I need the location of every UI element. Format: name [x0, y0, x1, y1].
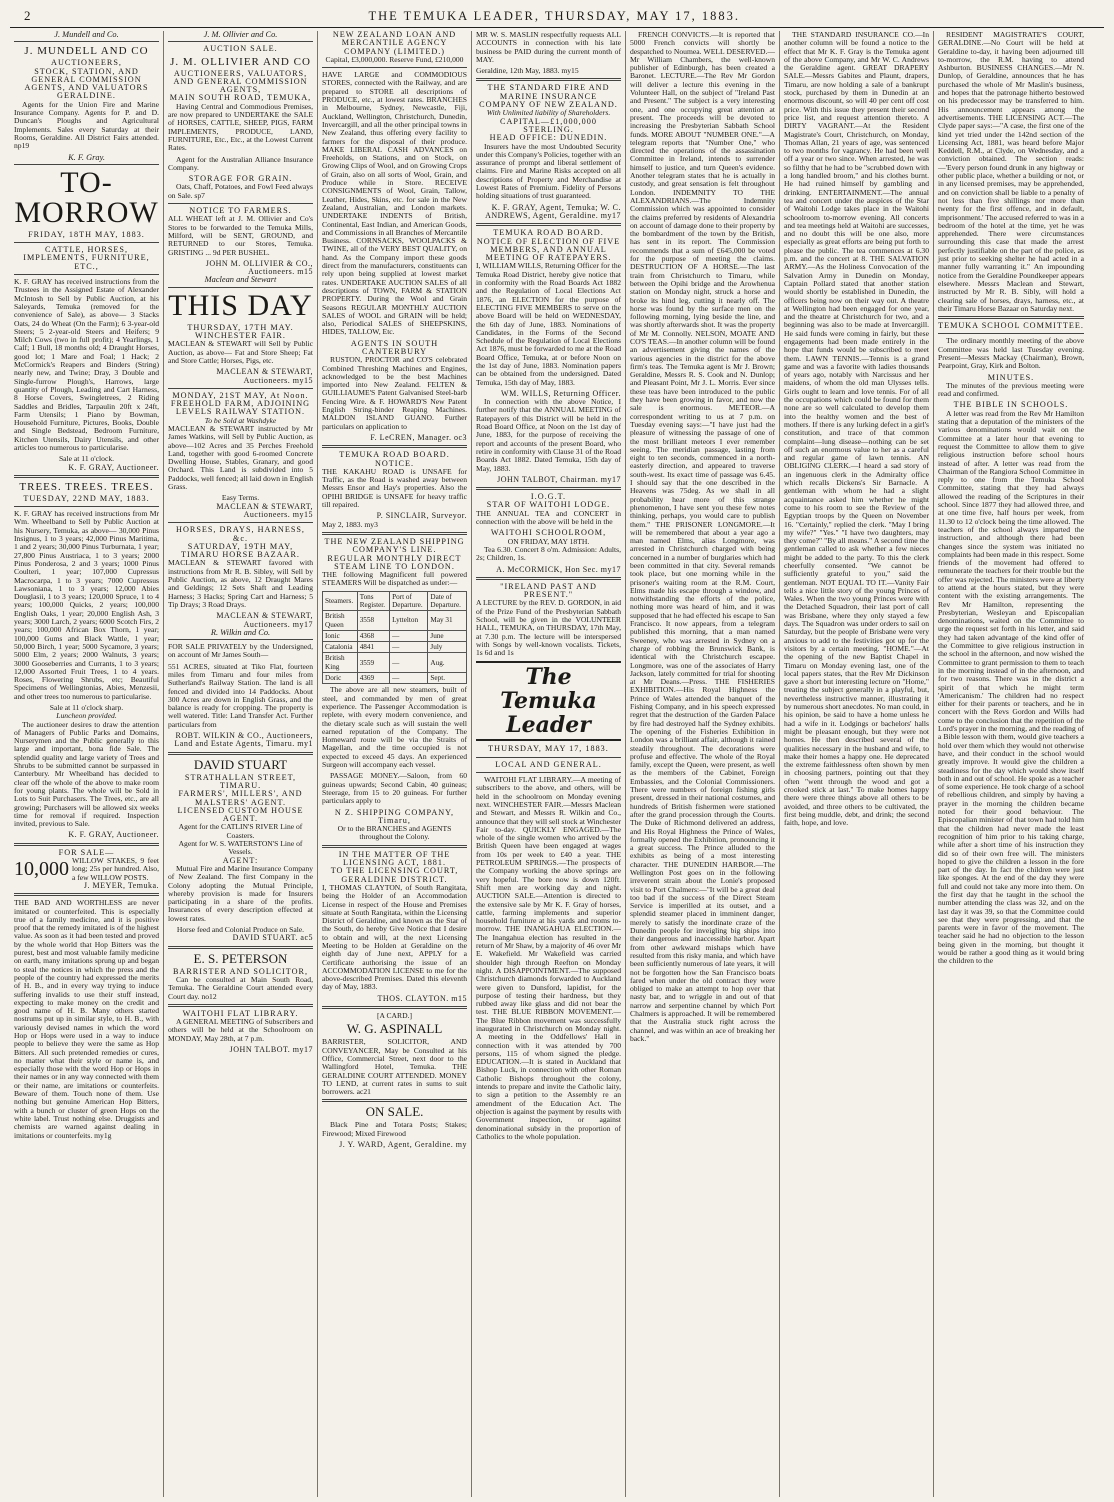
ad-text: Agent for the CATLIN'S RIVER Line of Coasters. — [178, 822, 303, 840]
table-header: Tons Register. — [357, 591, 389, 611]
table-cell: Aug. — [428, 653, 467, 673]
ad-text: Mutual Fire and Marine Insurance Company of New Zealand. The first Company in the Colony adopting the Mutual Principle, whereby provision is made for Insurers participating in a share of the profits. Insurances of every description effected at lowest rates. — [168, 863, 313, 923]
table-cell: Doric — [323, 673, 358, 684]
ad-headline: TO-MORROW — [14, 165, 159, 229]
table-cell: 4368 — [357, 630, 389, 641]
ad-date: Geraldine, 12th May, 1883. my15 — [476, 66, 579, 76]
firm-line: AUCTIONEERS, VALUATORS, AND GENERAL COMMISSION AGENTS, — [173, 68, 308, 95]
table-row — [323, 630, 467, 641]
ad-text: 551 ACRES, situated at Tiko Flat, fourteen miles from Timaru and four miles from Sutherland's Railway Station. The land is all fenced and divided into 14 Paddocks. About 300 Acres are down in English Grass, and the balance is ready for cropping. The property is well watered. Title: Land Transfer Act. Further particulars from — [168, 661, 313, 729]
ad-header: K. F. Gray. — [14, 154, 159, 165]
table-cell: — — [390, 630, 428, 641]
ad-date: FRIDAY, 18TH MAY, 1883. — [28, 229, 145, 239]
ad-headline: NOTICE OF ELECTION OF FIVE MEMBERS, AND ANNUAL MEETING OF RATEPAYERS. — [476, 236, 621, 263]
signature: P. SINCLAIR, Surveyor. — [376, 511, 467, 521]
firm-name: J. M. OLLIVIER AND CO — [170, 55, 311, 68]
ad-header: J. M. Ollivier and Co. — [168, 31, 313, 42]
ad-text: Agent for the Australian Alliance Insurance Company. — [168, 154, 313, 172]
table-row — [323, 611, 467, 631]
ad-text: Agent for W. S. WATERSTON'S Line of Vessels. — [178, 839, 303, 857]
signature: JOHN TALBOT. my17 — [229, 1044, 313, 1054]
ad-text: Black Pine and Totara Posts; Stakes; Firewood; Mixed Firewood — [322, 1120, 467, 1138]
table-cell: May 31 — [428, 611, 467, 631]
ad-subhead: N Z. SHIPPING COMPANY, Timaru, — [334, 807, 455, 825]
ad-subhead: STORAGE FOR GRAIN. — [188, 174, 293, 184]
ad-header: Maclean and Stewart — [168, 276, 313, 287]
firm-line: MAIN SOUTH ROAD, TEMUKA, — [169, 93, 312, 103]
ad-subhead: TO THE LICENSING COURT, GERALDINE DISTRICT. — [330, 866, 459, 884]
ad-header: J. Mundell and Co. — [14, 31, 159, 42]
ad-headline: ON SALE. — [365, 1104, 424, 1120]
table-cell: British King — [323, 653, 358, 673]
subsection-heading: MINUTES. — [987, 372, 1035, 382]
ad-subhead: HORSES, DRAYS, HARNESS, &c. — [176, 525, 305, 543]
ad-subhead: STAR OF WAITOHI LODGE. — [486, 500, 611, 510]
signature: MACLEAN & STEWART, Auctioneers. my15 — [216, 367, 313, 385]
steamer-table — [322, 591, 467, 685]
table-cell: British Queen — [323, 611, 358, 631]
signature: J. MEYER, Temuka. — [83, 880, 159, 890]
ad-headline: THE STANDARD FIRE AND MARINE INSURANCE COMPANY OF NEW ZEALAND. — [479, 83, 618, 110]
ad-text: MR W. S. MASLIN respectfully requests ALL ACCOUNTS in connection with his late business be PAID during the current month of MAY. — [476, 31, 621, 64]
ad-text: I, THOMAS CLAYTON, of South Rangitata, being the Holder of an Accommodation License in respect of the House and Premises situate at South Rangitata, within the Licensing District of Geraldine, and known as the Star of the South, do hereby Give Notice that I desire to obtain and will, at the next Licensing Meeting to be Holden at Geraldine on the eighth day of June next, APPLY for a Certificate authorising the issue of an ACCOMMODATION LICENSE to me for the above-described Premises. Dated this eleventh day of May, 1883. — [322, 882, 467, 992]
ad-text: THE KAKAHU ROAD is UNSAFE for Traffic, as the Road is washed away between Messrs Ensor and Hay's properties. Also the OPIHI BRIDGE is UNSAFE for heavy traffic till repaired. — [322, 466, 467, 510]
ad-text: THE ANNUAL TEA and CONCERT in connection with the above will be held in the — [476, 508, 621, 527]
ad-text: Having Central and Commodious Premises, are now prepared to UNDERTAKE the SALE of HORSES, CATTLE, SHEEP, PIGS, FARM IMPLEMENTS, PRODUCE, LAND, FURNITURE, Etc., Etc., at the Lowest Current Rates. — [168, 101, 313, 153]
ad-text: The above are all new steamers, built of steel, and commanded by men of great experience. The Passenger Accommodation is replete, with every modern convenience, and the dietary scale such as will sustain the well earned reputation of the Company. The Homeward route will be via the Straits of Magellan, and the time occupied is not expected to exceed 45 days. An experienced Surgeon will accompany each vessel. — [322, 685, 467, 770]
ad-number: 10,000 — [14, 858, 69, 881]
article-text: A letter was read from the Rev Mr Hamilton stating that a deputation of the ministers of the various denominations would wait on the Committee at a later hour that evening to request the Committee to allow them to give religious instruction before school hours instead of after. A letter was read from the Chairman of the Rangiora School Committee in reply to one from the Temuka School Committee, stating that they had always allowed the reading of the Scriptures in their school. Since 1877 they had allowed three, and at one time five, half hours per week, from 11.30 to 12 o'clock being the time allowed. The teachers of the school always imparted the instruction, and although there had been changes since the system was initiated no complaints had been made in this respect. Some friends of the movement had offered to remunerate the teachers for their trouble but the offer was rejected. The ministers were at liberty to attend at the hours stated, but they were content with the existing arrangements. The Rev Mr Hamilton, representing the Presbyterian, Wesleyan and Episcopalian denominations, waited on the Committee to urge the request set forth in his letter, and said they had taken advantage of the kind offer of the Committee to give religious instruction in the school in the afternoon, and now wished the Committee to grant permission to them to teach in the morning instead of in the afternoon, and for two reasons. There was in the district a spirit of that which he might term 'Americanism.' The children had no respect either for their parents or teachers, and he in concert with the Revs Gordon and Wills had come to the conclusion that the repetition of the Lord's prayer in the morning, and the reading of a Bible lesson with them, would give teachers a hold over them which they would not otherwise have, and their conduct in the school would greatly improve. It would give the children a steadiness for the day which would show itself both in and out of school. He spoke as a teacher of some experience. He took charge of a school of rebellious children, and simply by having a prayer in the morning the children became noted for their good behaviour. The Episcopalian minister of that town had told him that the children had never made the least recognition of him prior to his taking charge, while after a short time of his instruction they did so of their own free will. The ministers hoped to give the children a lesson in the fore part of the day. In fact the children were just like sponges. At the end of the day they were full and could not take any more into them. On the first day that he taught in the school the number attending the class was 32, and on the last day it was 39, so that the Committee could see that they were progressing, and that the parents were in favor of the movement. The teacher said he had no objection to the lesson being given in the morning, but thought it would be rather a good thing as it would bring the children to the — [938, 408, 1084, 966]
masthead — [10, 8, 1104, 28]
ad-subhead: FOR SALE— — [58, 847, 115, 857]
ad-text: THE BAD AND WORTHLESS are never imitated or counterfeited. This is especially true of a family medicine, and it is positive proof that the remedy imitated is of the highest value. As soon as it had been tested and proved by the whole world that Hop Bitters was the purest, best and most valuable family medicine on earth, many imitations sprung up and began to steal the notices in which the press and the people of the country had expressed the merits of H. B., and in every way trying to induce suffering invalids to use their stuff instead, expecting to make money on the credit and good name of H. B. Many others started nostrums put up in similar style, to H. B., with variously devised names in which the word Hop or Hops were used in a way to induce people to believe they were the same as Hop Bitters. All such pretended remedies or cures, no matter what their style or name is, and especially those with the word Hop or Hops in their names or in any way connected with them or their name, are imitations or counterfeits. Beware of them. Touch none of them. Use nothing but genuine American Hop Bitters, with a bunch or cluster of green Hops on the white label. Trust nothing else. Druggists and chemists are warned against dealing in imitations or counterfeits. my1g — [14, 898, 159, 1140]
ad-text: To be Sold at Washdyke — [204, 415, 277, 425]
table-cell: — — [390, 653, 428, 673]
ad-text: With Unlimited liability of Shareholders. — [486, 108, 611, 118]
article-text: The minutes of the previous meeting were read and confirmed. — [938, 380, 1084, 399]
table-cell: Ionic — [323, 630, 358, 641]
article-text: FRENCH CONVICTS.—It is reported that 5000 French convicts will shortly be despatched to Noumea. WELL DESERVED.—Mr William Chambers, the well-known publisher of Edinburgh, has been created a Baronet. LECTURE.—The Rev Mr Gordon will deliver a lecture this evening in the Volunteer Hall, on the subject of "Ireland Past and Present." The subject is a very interesting one, and one occupying great attention at present. The proceeds will be devoted to increasing the Presbyterian Sabbath School funds. MORE ABOUT "NUMBER ONE."—A telegram reports that "Number One," who directed the operations of the assassination Committee in Ireland, intends to surrender himself to justice, and turn Queen's evidence. Another telegram states that he is actually in custody, and great sensation is felt throughout London. INDEMNITY TO THE ALEXANDRIANS.—The Indemnity Commission which was appointed to consider the claims preferred by residents of Alexandria on account of damage done to their property by the bombardment of the town by the British, has sent in its report. The Commission recommends that a sum of £645,000 be voted for the purpose of meeting the claims. DESTRUCTION OF A HORSE.—The last train from Christchurch to Timaru, while between the Opihi bridge and the Arowhenua station on Monday night, struck a horse and broke its hind leg, cutting it nearly off. The horse was found by the surface men on the following morning, lying beside the line, and was shortly afterwards shot. It was the property of Mr M. Connolly. NELSON, MOATE AND CO'S TEAS.—In another column will be found an advertisement giving the names of the various agencies in the district for the above firm's teas. The Temuka agent is Mr J. Brown; Geraldine, Messrs R. S. Cook and N. Dunlop; and Pleasant Point, Mr J. L. Morris. Ever since these teas have been introduced to the public they have been growing in favor, and now the sale is enormous. METEOR.—A correspondent writing to us at 7 p.m. on Tuesday evening says:—"I have just had the pleasure of witnessing the passage of one of the most brilliant meteors I ever remember seeing. The meridian passage, lasting from eight to ten seconds, commenced in a north-easterly direction, and appeared to traverse south-west. Its exact time of passage was 6.45. I should say that the one described in the Heavens was 75deg. As we shall in all probability hear more of this strange phenomenon, I have sent you these few notes thinking, perhaps, you would care to publish them." THE PRISONER LONGMORE.—It will be remembered that about a year ago a man named Elms, alias Longmore, was arrested in Christchurch charged with being concerned in a number of burglaries which had been committed in that city. Several remands took place, but one morning while in the prisoner's waiting room at the R.M. Court, Elms made his escape through a window, and notwithstanding the efforts of the police, nothing more was heard of him, and it was supposed that he had effected his escape to San Francisco. It now appears, from a telegram published this morning, that a man named Sweeney, who was arrested in Sydney on a charge of robbing the Brunswick Bank, is identical with the Christchurch escapee. Longmore, was one of the associates of Harry Jackson, lately committed for trial for shooting at Mr Deans.—Press. THE FISHERIES EXHIBITION.—His Royal Highness the Prince of Wales attended the banquet of the Fishing Company, and in his speech expressed regret that the destruction of the Garden Palace by fire had destroyed half the Sydney exhibits. The opening of the Fisheries Exhibition in London was a brilliant affair, although it rained steadily throughout. The decorations were profuse and effective. The whole of the Royal family, except the Queen, were present, as well as the members of the Cabinet, Foreign Embassies, and the Colonial Commissioners. There were numbers of foreign fishing girls present, dressed in their national costumes, and hundreds of British fishermen were stationed after the grand procession through the Courts. The Duke of Richmond delivered an address, and His Royal Highness the Prince of Wales, formally opened the Exhibition, pronouncing it a great success. The Prince alluded to the exhibits as being of a most interesting character. THE DUNEDIN HARBOR.—The Wellington Post goes on in the following irreverent strain about the Lonie's proposed visit to Port Chalmers:—"It will be a great deal too bad if the success of the Direct Steam Service is imperilled at its outset, and a splendid steamer placed in imminent danger, merely to satisfy the inordinate craze of the Dunedin people for inveigling big ships into their dangerous and inaccessible harbor. Apart from other awkward mishaps which have resulted from this risky mania, and which have been sufficiently numerous of late years, it will not be forgotten how the San Francisco boats fared when under the old contract they were obliged to make an attempt to hop over that nasty bar, and to wriggle in and out of that narrow and serpentine channel by which Port Chalmers is approached. It will be remembered that the Australia stuck right across the channel, and was within an ace of breaking her back." — [630, 31, 775, 1043]
signature: JOHN M. OLLIVIER & CO., Auctioneers. m15 — [205, 258, 313, 277]
column-4 — [472, 31, 626, 1497]
ad-date: ON FRIDAY, MAY 18TH. — [507, 536, 590, 546]
signature: ROBT. WILKIN & CO., Auctioneers, Land and Estate Agents, Timaru. my1 — [174, 731, 313, 749]
table-cell: July — [428, 642, 467, 653]
article-text: RESIDENT MAGISTRATE'S COURT, GERALDINE.—No Court will be held at Geraldine to-day, it having been adjourned till to-morrow, the R.M. having to attend Ashburton. BUSINESS CHANGES.—Mr N. Dunlop, of Geraldine, announces that he has purchased the whole of Mr Maslin's business, and hopes that the patronage hitherto bestowed on his predecessor may be transferred to him. His announcement appears among the advertisements. THE LICENSING ACT.—The Clyde paper says:—"A case, the first one of the kind yet tried under the 142nd section of the Licensing Act, 1881, was heard before Major Keddell, R.M., at Clyde, on Wednesday, and a conviction obtained. The section reads:—'Every person found drunk in any highway or other public place, whether a building or not, or in any licensed premises, may be apprehended, and on conviction shall be liable to a penalty of not less than five shillings nor more than twenty for the first offence, and in default, imprisonment.' The accused referred to was in a bedroom of the hotel at the time, yet he was apprehended. There were circumstances surrounding this case that made the arrest perfectly justifiable on the part of the police, as just prior to seeking shelter he had acted in a manner fully warranting it." An impounding notice from the Geraldine Poundkeeper appears elsewhere. Messrs Maclean and Stewart, instructed by Mr R. B. Sibly, will hold a clearing sale of horses, drays, harness, etc., at their Timaru Horse Bazaar on Saturday next. — [938, 31, 1084, 313]
signature: F. LeCREN, Manager. oc3 — [370, 432, 467, 442]
article-text: THE STANDARD INSURANCE CO.—In another column will be found a notice to the effect that Mr K. F. Gray is the Temuka agent of the above Company, and Mr W. C. Andrews the Geraldine agent. GREAT DRAPERY SALE.—Messrs Gabites and Plaunt, drapers, Timaru, are now holding a sale of a bankrupt stock, purchased by them in Dunedin at an enormous discount, so will 40 per cent off cost price. With this issue they present their second price list, and request attention thereto. A DIRTY VAGRANT.—At the Resident Magistrate's Court, Christchurch, on Monday, Thomas Allan, 21 years of age, was sentenced to two months for vagrancy. He had been well off a year or two since. When arrested, he was so filthy that he had to be "scrubbed down with a long handled broom," and his clothes burnt. He had ruined himself by gambling and drinking. ENTERTAINMENT.—The annual tea and concert under the auspices of the Star of Waitohi Lodge takes place in the Waitohi schoolroom to-morrow evening. All concerts and tea meetings held at Waitohi are successes, and no doubt this will be one also, more especially as great efforts are being put forth to please the public. The tea commences at 6.30 p.m. and the concert at 8. THE SALVATION ARMY.—As the Holiness Convocation of the Salvation Army in Dunedin on Monday, Captain Pollard stated that another station would shortly be established in Dunedin, the officers being now on their way out. A theatre at Wellington had been engaged for one year, and the theatre at Christchurch for two, and a beginning was also to be made at Invercargill. He said funds were coming in fairly, but these engagements had been made entirely in the hope that funds would be subscribed to meet them. LAWN TENNIS.—Tennis is a grand game and was a favorite with ladies thousands of years ago, notably with Narcissus and her maidens, of whom the old man Ulysses tells. Girls ought to learn and love tennis. For of all the occupations which could be found for them none are so well calculated to develop them into the healthy women and the best of mothers. If there is any lurking defect in a girl's constitution, and trace of that common complaint—lung disease—nothing can be set off such an enormous value to her as a careful and regular game of lawn tennis. AN OBLIGING CLERK.—I heard a sad story of an ingenuous clerk in the Admiralty office which recalls Dickens's Sir Barnacle. A gentleman with whom he had a slight acquaintance asked him whether he might come to his room to see the Review of the Egyptian troops by the Queen on November 16. "Certainly," replied the clerk. "May I bring my wife?" "Yes." "I have two daughters, may they come?" "By all means." A second time the gentleman called to ask whether a few nieces might be added to the party. To this the clerk cheerfully consented. "We cannot be sufficiently grateful to you," said the gentleman. NOT EQUAL TO IT.—Vanity Fair tells a nice little story of the young Princes of Wales. When the two young Princes were with the Detached Squadron, their last port of call was Brisbane, where they only stayed a few days. The Squadron was under orders to sail on Saturday, but the people of Brisbane were very anxious to add to the festivities got up for the visitors by a certain meeting. "HOME."—At the opening of the new Baptist Chapel in Timaru on Monday evening last, one of the local papers states, that the Rev Mr Dickinson gave a short but interesting lecture on "Home," treating the subject generally in a playful, but, nevertheless instructive manner, illustrating it by numerous short anecdotes. No man could, in his opinion, be said to have a home unless he had a wife in it. Lodgings or bachelors' halls might be pleasant enough, but they were not homes. He then described several of the qualities necessary in the husband and wife, to make their homes a happy one. He deprecated the extreme faithlessness often shown by men in choosing partners, pointing out that they often "went through the wood and got a crooked stick at last." To make homes happy there were three things above all others to be avoided, and three others to be cultivated, the first being muddle, debt, and drink; the second faith, hope, and love. — [784, 31, 929, 828]
ad-text: Sale at 11 o'clock. — [58, 454, 115, 464]
ad-subhead: CATTLE, HORSES, IMPLEMENTS, FURNITURE, ETC., — [23, 245, 150, 271]
table-header: Steamers. — [323, 591, 358, 611]
firm-name: E. S. PETERSON — [193, 950, 288, 966]
ad-text: The auctioneer desires to draw the attention of Managers of Public Parks and Domains, Nurserymen and the Public generally to this large and important, bona fide Sale. The splendid quality and large variety of Trees and Shrubs to be submitted cannot be surpassed in Canterbury. Mr Wheelband has decided to clear off the whole of the above to make room for young plants. The whole will be Sold in Lots to Suit Purchasers. The Trees, etc., are all growing; Purchasers will be allowed six weeks time for removal if required. Inspection invited, previous to Sale. — [14, 719, 159, 829]
firm-line: AUCTIONEERS, — [51, 58, 122, 68]
ad-text: I, WILLIAM WILLS, Returning Officer for the Temuka Road District, hereby give notice that in conformity with the Road Boards Act 1882 and the Regulation of Local Elections Act 1876, an ELECTION for the purpose of ELECTING FIVE MEMBERS to serve on the above Board will be held on WEDNESDAY, the 6th day of June, 1883. Nominations of Candidates, in the Forms of the Second Schedule of the Regulation of Local Elections Act 1876, must be forwarded to me at the Road Board Office, Temuka, at or before Noon on the 1st day of June, 1883. Nomination papers can be obtained from the undersigned. Dated Temuka, 15th day of May, 1883. — [476, 261, 621, 387]
page-title: THE TEMUKA LEADER, THURSDAY, MAY 17, 1883. — [368, 9, 741, 23]
firm-line: STOCK, STATION, AND GENERAL COMMISSION AGENTS, AND VALUATORS GERALDINE. — [24, 66, 149, 101]
ad-subhead: AGENT: — [222, 855, 259, 865]
section-heading: LOCAL AND GENERAL. — [495, 759, 602, 769]
ad-text: Luncheon provided. — [56, 711, 117, 721]
ad-headline: THIS DAY — [168, 288, 313, 322]
ad-text: Tea 6.30. Concert 8 o'm. Admission: Adults, 2s; Children, 1s. — [476, 544, 621, 563]
signature: K. F. GRAY, Agent, Temuka; W. C. ANDREWS, Agent, Geraldine. my17 — [485, 202, 621, 220]
ad-subhead: CAPITAL—£1,000,000 STERLING. — [500, 116, 597, 134]
ad-text: A GENERAL MEETING of Subscribers and others will be held at the Schoolroom on MONDAY, May 28th, at 7 p.m. — [168, 1017, 313, 1043]
ad-subhead: WAITOHI SCHOOLROOM, — [490, 528, 607, 538]
table-cell: 4369 — [357, 673, 389, 684]
signature: MACLEAN & STEWART, Auctioneers. my17 — [216, 611, 313, 629]
ad-text: MACLEAN & STEWART instructed by Mr James Watkins, will Sell by Public Auction, as above—102 Acres and 35 Perches Freehold Land, together with good 6-roomed Concrete Dwelling House, Stables, Granary, and good Orchard. This Land is subdivided into 5 Paddocks, well fenced; all laid down in English Grass. — [168, 423, 313, 492]
page-number: 2 — [24, 8, 31, 23]
firm-line: BARRISTER AND SOLICITOR, — [172, 966, 309, 976]
signature: MACLEAN & STEWART, Auctioneers. my15 — [216, 501, 313, 519]
column-7 — [934, 31, 1088, 1497]
table-header: Port of Departure. — [390, 591, 428, 611]
column-3 — [318, 31, 472, 1497]
issue-date: THURSDAY, MAY 17, 1883. — [488, 744, 609, 754]
column-5 — [626, 31, 780, 1497]
firm-line: LICENSED CUSTOM HOUSE AGENT. — [177, 805, 304, 824]
table-cell: — — [390, 642, 428, 653]
ad-header: R. Wilkin and Co. — [168, 629, 313, 640]
ad-date: TUESDAY, 22ND MAY, 1883. — [23, 493, 150, 503]
table-row — [323, 642, 467, 653]
ad-text: BARRISTER, SOLICITOR, AND CONVEYANCER, May be Consulted at his Office, Commercial Street, next door to the Wallingford Hotel, Temuka. THE GERALDINE COURT ATTENDED. MONEY TO LEND, at current rates in sums to suit borrowers. ac21 — [322, 1037, 467, 1097]
firm-line: STRATHALLAN STREET, TIMARU. — [184, 772, 297, 790]
column-2 — [164, 31, 318, 1497]
ad-text: HAVE LARGE and COMMODIOUS STORES, connected with the Railway, and are prepared to STORE all descriptions of PRODUCE, etc., at lowest rates. BRANCHES in Melbourne, Sydney, Newcastle, Fiji, Auckland, Wellington, Christchurch, Dunedin, Invercargill, and all the other principal towns in New Zealand, thus offering every facility to farmers for the disposal of their produce. MAKE LIBERAL CASH ADVANCES on Freeholds, on Stations, and on Stock, on Growing Clips of Wool, and on Growing Crops of Grain, also on all sorts of Wool, Grain, and Produce while in Store. RECEIVE CONSIGNMENTS of Wool, Grain, Tallow, Leather, Hides, Skins, etc. for sale in the New Zealand, Australian, and London markets. UNDERTAKE INDENTS of British, Continental, East Indian, and American Goods, and Commissions in all Branches of Mercantile Business. CORNSACKS, WOOLPACKS & TWINE, all of the VERY BEST QUALITY, on hand. As the Company import these goods direct from the manufacturers, constituents can rely upon being supplied at lowest market rates. UNDERTAKE AUCTION SALES of all descriptions of TOWN, FARM & STATION PROPERTY. During the Wool and Grain Seasons REGULAR MONTHLY AUCTION SALES of WOOL and GRAIN will be held; also, Periodical SALES of SHEEPSKINS, HIDES, TALLOW, Etc. — [322, 70, 467, 337]
ad-date: THURSDAY, 17TH MAY. — [187, 322, 294, 332]
table-header-row — [323, 591, 467, 611]
ad-subhead: WAITOHI FLAT LIBRARY. — [182, 1008, 299, 1018]
signature: J. Y. WARD, Agent, Geraldine. my — [339, 1140, 467, 1150]
firm-name: DAVID STUART — [193, 756, 288, 772]
ad-subhead: I.O.G.T. — [530, 492, 567, 502]
table-cell: Lyttelton — [390, 611, 428, 631]
table-cell: 3558 — [357, 611, 389, 631]
ad-subhead: AGENTS IN SOUTH CANTERBURY — [350, 338, 439, 356]
ad-date: SATURDAY, 19TH MAY, — [187, 541, 294, 551]
ad-text: Capital, £3,000,000. Reserve Fund, £210,000 — [325, 54, 464, 64]
ad-subhead: TIMARU HORSE BAZAAR. — [181, 550, 300, 560]
ad-text: Oats, Chaff, Potatoes, and Fowl Feed always on Sale. sp7 — [168, 182, 313, 200]
ad-headline: THE NEW ZEALAND SHIPPING COMPANY'S LINE. — [324, 536, 465, 555]
ad-text: A LECTURE by the REV. D. GORDON, in aid of the Prize Fund of the Presbyterian Sabbath School, will be given in the VOLUNTEER HALL, TEMUKA, on THURSDAY, 17th May, at 7.30 p.m. The lecture will be interspersed with Songs by well-known vocalists. Tickets, 1s 6d and 1s — [476, 598, 621, 658]
table-row — [323, 653, 467, 673]
section-heading: TEMUKA SCHOOL COMMITTEE. — [938, 321, 1084, 331]
signature: A. McCORMICK, Hon Sec. my17 — [496, 564, 621, 574]
ad-text: FOR SALE PRIVATELY by the Undersigned, on account of Mr James South— — [168, 642, 313, 660]
ad-text: MACLEAN & STEWART will Sell by Public Auction, as above— Fat and Store Sheep; Fat and Store Cattle; Horses, Pigs, etc. — [168, 339, 313, 365]
ad-text: K. F. GRAY has received instructions from the Trustees in the Assigned Estate of Alexander McIntosh to Sell by Public Auction, at his Saleyards, Temuka (removed for the convenience of Sale), as above— 3 Stacks Oats, 24 do Wheat (On the Farm); 6 3-year-old Steers; 5 2-year-old Steers and Heifers; 9 Milch Cows (two in full profit); 4 Yearlings, 1 Calf; 1 Bull, 18 months old; 4 Draught Horses, good lot; 1 Mare and Foal; 1 Hack; 2 McCormick's Reapers and Binders (String) nearly new, and Twine; Dray, 3 Double and Single-furrow Plough's, Harrows, large quantity of Plough, Leading and Cart Harness, 8 Horse Covers, Swingletrees, 2 Riding Saddles and Bridles, Tarpaulin 20ft x 24ft, Farm Utensils; 1 Piano by Bowman, Household Furniture, Pictures, Books, Double and Single Bedstead, Bedroom Furniture, Kitchen Utensils, Dairy Utensils, and other articles too numerous to particularise. — [14, 277, 159, 452]
table-cell: 3559 — [357, 653, 389, 673]
column-1 — [10, 31, 164, 1497]
firm-name: J. MUNDELL AND CO — [24, 45, 149, 58]
ad-subhead: NOTICE. — [374, 458, 415, 468]
ad-text: Sale at 11 o'clock sharp. — [49, 703, 124, 712]
signature: JOHN TALBOT, Chairman. my17 — [497, 474, 621, 484]
ad-date: May 2, 1883. my3 — [322, 519, 378, 529]
ad-text: In connection with the above Notice, I further notify that the ANNUAL MEETING of Ratepayers of this District will be held in the Road Board Office, at Noon on the 1st day of June, 1883, for the purpose of receiving the report and accounts of the present Board, who retire in conformity with Clause 31 of the Road Boards Act 1882. Dated Temuka, 15th day of May, 1883. — [476, 397, 621, 473]
ad-headline: IN THE MATTER OF THE LICENSING ACT, 1881. — [338, 849, 451, 868]
signature: WM. WILLS, Returning Officer. — [501, 388, 621, 398]
ad-text: Horse feed and Colonial Produce on Sale. — [176, 925, 305, 935]
ad-text: Insurers have the most Undoubted Security under this Company's Policies, together with an assurance of prompt and liberal settlement of claims. Fire and Marine Risks accepted on all descriptions of Property and Merchandise at Lowest Rates of Premium. Fidelity of Persons holding situations of trust guaranteed. — [476, 141, 621, 201]
table-header: Date of Departure. — [428, 591, 467, 611]
table-cell: Sept. — [428, 673, 467, 684]
signature: K. F. GRAY, Auctioneer. — [68, 830, 159, 840]
ad-text: RUSTON, PROCTOR and CO'S celebrated Combined Threshing Machines and Engines, acknowledged to be the best Machines imported into New Zealand. FELTEN & GUILLIAUME'S Patent Galvanised Steel-barb Fencing Wire. & F. HOWARD'S New Patent English String-binder Reaping Machines. MALDON ISLAND GUANO. Further particulars on application to — [322, 355, 467, 431]
table-cell: — — [390, 673, 428, 684]
ad-subhead: FREEHOLD FARM, ADJOINING LEVELS RAILWAY STATION. — [170, 399, 311, 417]
ad-subhead: TEMUKA ROAD BOARD. — [339, 450, 450, 460]
firm-name: W. G. ASPINALL — [346, 1021, 443, 1037]
ad-text: Can be consulted at Main South Road, Temuka. The Geraldine Court attended every Court day. no12 — [168, 974, 313, 1001]
column-6 — [780, 31, 934, 1497]
ad-text: WILLOW STAKES, 9 feet long; 25s per hundred. Also, a few WILLOW POSTS. — [72, 856, 159, 882]
ad-text: [A CARD.] — [376, 1011, 413, 1021]
ad-date: MONDAY, 21ST MAY, At Noon. — [172, 390, 309, 400]
ad-text: Easy Terms. — [221, 493, 260, 503]
table-row — [323, 673, 467, 684]
newspaper-nameplate: The Temuka Leader — [476, 661, 621, 741]
ad-headline: TREES. TREES. TREES. — [19, 480, 154, 493]
ad-text: PASSAGE MONEY.—Saloon, from 60 guineas upwards; Second Cabin, 40 guineas; Steerage, from 15 to 20 guineas. For further particulars apply to — [322, 771, 467, 806]
table-cell: June — [428, 630, 467, 641]
ad-subhead: TEMUKA ROAD BOARD. — [493, 228, 604, 238]
ad-subhead: WINCHESTER FAIR. — [195, 331, 286, 341]
ad-text: MACLEAN & STEWART favored with instructions from Mr R. B. Sibley, will Sell by Public Auction, as above, 12 Draught Mares and Geldings; 12 Sets Shaft and Leading Harness; 3 Hacks; Spring Cart and Harness; 5 Tip Drays; 3 Road Drays. — [168, 558, 313, 609]
ad-text: ALL WHEAT left at J. M. Ollivier and Co's Stores to be forwarded to the Temuka Mills, Milford, will be SENT, GROUND, and RETURNED to our Stores, Temuka. GRISTING ... 9d PER BUSHEL. — [168, 214, 313, 257]
ad-subhead: AUCTION SALE. — [203, 44, 278, 54]
table-cell: 4841 — [357, 642, 389, 653]
article-text: WAITOHI FLAT LIBRARY.—A meeting of subscribers to the above, and others, will be held in the schoolroom on Monday evening next. WINCHESTER FAIR.—Messrs Maclean and Stewart, and Messrs R. Wilkin and Co., announce that they will sell stock at Winchester Fair to-day. QUICKLY ENGAGED.—The whole of the single women who arrived by the British Queen have been engaged at wages from 10s per week to £40 a year. THE PETROLEUM SPRINGS.—The prospects of the Company working the above springs are very hopeful. The bore now is down 120ft. Shift men are working day and night. AUCTION SALE.—Attention is directed to the extensive sale by Mr K. F. Gray of horses, cattle, farming implements and superior household furniture at his yards and rooms to-morrow. THE INANGAHUA ELECTION.—The Inangahua election has resulted in the return of Mr Shaw, by a majority of 46 over Mr E. Wakefield. Mr Wakefield was carried shoulder high through Reefton on Monday night. A DISAPPOINTMENT.—The supposed Christchurch diamonds forwarded to Auckland were given to Dunsford, lapidist, for the purpose of testing their hardness, but they rubbed away like glass and did not bear the test. THE BLUE RIBBON MOVEMENT.—The Blue Ribbon movement was successfully inaugurated in Christchurch on Monday night. A meeting in the Oddfellows' Hall in connection with it was attended by 700 persons, 115 of whom signed the pledge. EDUCATION.—It is stated in Auckland that Bishop Luck, in connection with other Roman Catholic Bishops throughout the colony, intends to prepare and invite the Catholic laity, to sign a petition to the Assembly re an amendment of the Education Act. The objection is against the payment by results with Government inspection, or against denominational subsidy in the proportion of Catholics to the whole population. — [476, 775, 621, 1141]
ad-text: K. F. GRAY has received instructions from Mr Wm. Wheelband to Sell by Public Auction at his Nursery, Temuka, as above— 30,000 Pinus Insignus, 1 to 3 years; 42,000 Pinus Maritima, 1 and 2 years; 30,000 Pinus Turburnata, 1 year; 27,800 Pinus Austriaca, 1 to 3 years; 2000 Pinus Ponderosa, 2 and 3 years; 1000 Pinus Coulteri, 1 year; 107,000 Cupressus Macrocarpa, 1 to 3 years; 7000 Cupressus Lawsoniana, 1 to 3 years; 12,000 Abies Douglasii, 1 to 3 years; 120,000 Spruce, 1 to 4 years; 100,000 Quicks, 2 years; 100,000 English Oaks, 1 year; 20,000 English Ash, 3 years; 3000 Larch, 2 years; 6000 Scotch Firs, 2 years; 100,000 African Box Thorn, 1 year; 100,000 Gums and Black Wattle, 1 year; 50,000 Birch, 1 year; 5000 Sycamore, 3 years; 5000 Elm, 2 years; 2000 Walnuts, 3 years; 3000 Gooseberries and Currants, 1 to 3 years; 12,000 Assorted Fruit Trees, 1 to 4 years. Roses, Flowering Shrubs, etc; Beautiful Specimens of Wellingtonias, Abies, Menzesii, and other trees too numerous to particularise. — [14, 509, 159, 701]
firm-line: FARMERS', MILLERS', AND MALSTERS' AGENT. — [178, 789, 303, 807]
ad-text: THE following Magnificent full powered STEAMERS Will be dispatched as under:— — [322, 570, 467, 588]
ad-subhead: HEAD OFFICE: DUNEDIN. — [489, 133, 608, 143]
signature: K. F. GRAY, Auctioneer. — [68, 462, 159, 472]
signature: DAVID STUART. ac5 — [232, 933, 313, 943]
ad-subhead: NOTICE TO FARMERS. — [189, 206, 292, 216]
ad-headline: "IRELAND PAST AND PRESENT." — [500, 581, 597, 600]
ad-text: Agents for the Union Fire and Marine Insurance Company. Agents for P. and D. Duncan's Ploughs and Agricultural Implements. Sales every Saturday at their Rooms, Geraldine. All District Fairs attended. np19 — [14, 99, 159, 151]
subsection-heading: THE BIBLE IN SCHOOLS. — [953, 400, 1069, 410]
signature: THOS. CLAYTON. m15 — [377, 993, 467, 1003]
ad-subhead: REGULAR MONTHLY DIRECT STEAM LINE TO LONDON. — [327, 553, 462, 571]
article-text: The ordinary monthly meeting of the above Committee was held last Tuesday evening. Present—Messrs Mackay (Chairman), Brown, Pearpoint, Gray, Kirk and Bolton. — [938, 336, 1084, 371]
ad-text: Or to the BRANCHES and AGENTS throughout the Colony. — [337, 824, 452, 842]
ad-headline: NEW ZEALAND LOAN AND MERCANTILE AGENCY COMPANY (LIMITED.) — [332, 31, 457, 56]
table-cell: Catalonia — [323, 642, 358, 653]
